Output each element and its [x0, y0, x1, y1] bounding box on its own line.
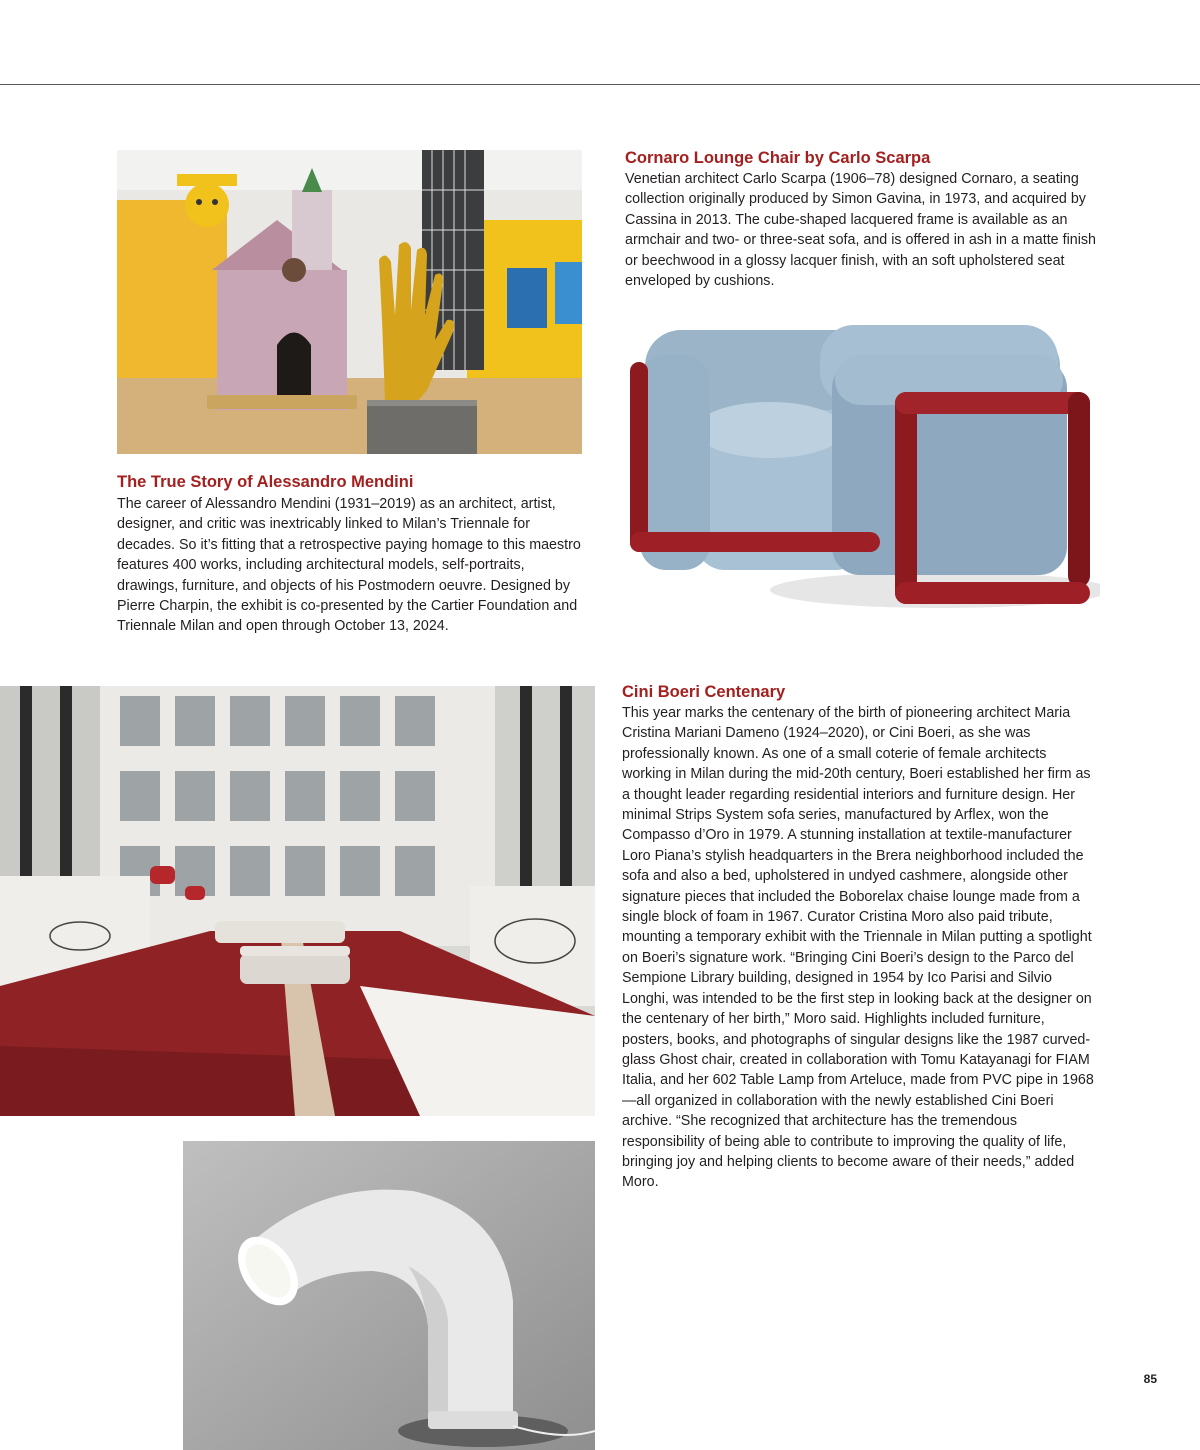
cornaro-chair-photo: [620, 300, 1100, 630]
cornaro-body-text: Venetian architect Carlo Scarpa (1906–78) designed Cornaro, a seating collection originally produced by Simon Gavina, in 1973, and acquired by Cassina in 2013. The cube-shaped lacquered frame is available as an armchair and two- or three-seat sofa, and is offered in ash in a matte finish or beechwood in a glossy lacquer finish, with an soft upholstered seat enveloped by cushions.: [625, 171, 1096, 290]
page-number: 85: [1143, 1372, 1157, 1386]
boeri-body-text: This year marks the centenary of the birth of pioneering architect Maria Cristina Mariani Dameno (1924–2020), or Cini Boeri, as she was professionally known. As one of a small coterie of female architects working in Milan during the mid-20th century, Boeri established her firm as a thought leader regarding residential interiors and furniture design. Her minimal Strips System sofa series, manufactured by Arflex, won the Compasso d’Oro in 1979. A stunning installation at textile-manufacturer Loro Piana’s stylish headquarters in the Brera neighborhood included the sofa and also a bed, upholstered in undyed cashmere, alongside other signature pieces that included the Boborelax chaise lounge made from a single block of foam in 1967. Curator Cristina Moro also paid tribute, mounting a temporary exhibit with the Triennale in Milan putting a spotlight on Boeri’s signature work. “Bringing Cini Boeri’s design to the Parco del Sempione Library building, designed in 1954 by Ico Parisi and Silvio Longhi, was intended to be the first step in looking back at the designer on the centenary of her birth,” Moro said. Highlights included furniture, posters, books, and photographs of singular designs like the 1987 curved-glass Ghost chair, created in collaboration with Tomu Katayanagi for FIAM Italia, and her 602 Table Lamp from Arteluce, made from PVC pipe in 1968—all organized in collaboration with the newly established Cini Boeri archive. “She recognized that architecture has the tremendous responsibility of being able to contribute to improving the quality of life, bringing joy and helping clients to become aware of their needs,” added Moro.: [622, 705, 1094, 1191]
boeri-headline: Cini Boeri Centenary: [622, 683, 786, 701]
cornaro-headline: Cornaro Lounge Chair by Carlo Scarpa: [625, 149, 931, 167]
mendini-exhibition-photo: [117, 150, 582, 454]
boeri-atrium-photo: [0, 686, 595, 1116]
mendini-headline: The True Story of Alessandro Mendini: [117, 473, 414, 491]
mendini-body-text: The career of Alessandro Mendini (1931–2019) as an architect, artist, designer, and critic was inextricably linked to Milan’s Triennale for decades. So it’s fitting that a retrospective paying homage to this maestro features 400 works, including architectural models, self-portraits, drawings, furniture, and objects of his Postmodern oeuvre. Designed by Pierre Charpin, the exhibit is co-presented by the Cartier Foundation and Triennale Milan and open through October 13, 2024.: [117, 496, 581, 635]
header-rule: [0, 84, 1200, 85]
boeri-lamp-photo: [183, 1141, 595, 1450]
